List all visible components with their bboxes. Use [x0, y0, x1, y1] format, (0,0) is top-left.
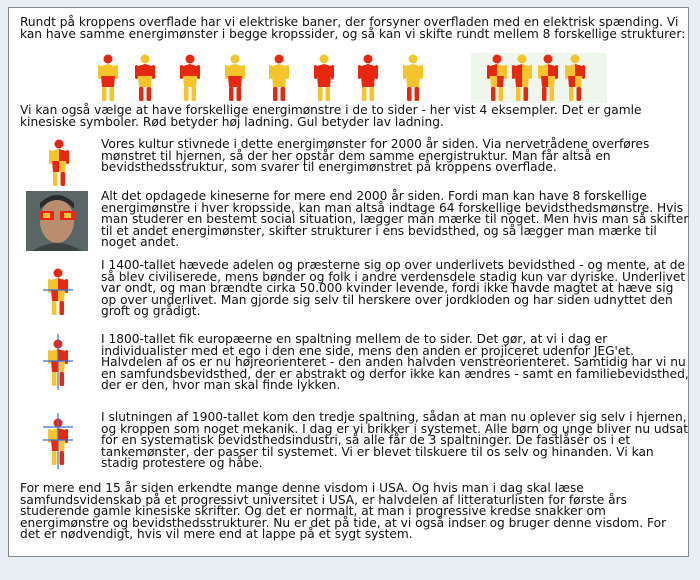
energy-figure	[358, 55, 378, 102]
portrait-photo	[26, 191, 88, 251]
energy-figure	[135, 55, 155, 102]
energy-figure	[403, 55, 423, 102]
energy-figure	[269, 55, 289, 102]
split-figure-2	[43, 334, 73, 390]
block-4-text: I 1800-tallet fik europæerne en spaltning mellem de to sider. Det gør, at vi i dag er individualister med et ego i den ene side, mens den anden er projiceret udenfor JEG'et. Halvdelen af os er nu højreorienteret - den anden halvden venstreorienteret. Samtidig har vi nu en samfundsbevidsthed, der er abstrakt og derfor ikke kan ændres - samt en familiebevidsthed, der er den, hvor man skal finde lykken.	[101, 332, 689, 392]
energy-figure	[314, 55, 334, 102]
block-2-text: Alt det opdagede kineserne for mere end 2000 år siden. Fordi man kan have 8 forskellige energimønstre i hver kropsside, kan man altså indtage 64 forskellige bevidsthedsmønstre. Hvis man studerer en bestemt social situation, lægger man mærke til noget. Men hvis man så skifter til et andet energimønster, skifter strukturer i ens bevidsthed, og så lægger man mærke til noget andet.	[101, 189, 689, 249]
block-5-text: I slutningen af 1900-tallet kom den tredje spaltning, sådan at man nu oplever sig selv i hjernen, og kroppen som noget mekanik. I dag er vi brikker i systemet. Alle børn og unge bliver nu udsat for en systematisk bevidsthedsindustri, så alle får de 3 spaltninger. De fastlåser os i et tankemønster, der passer til systemet. Vi er blevet tilskuere til os selv og hinanden. Vi kan stadig protestere og håbe.	[101, 410, 688, 470]
portrait-image	[26, 191, 88, 251]
symbols-text: Vi kan også vælge at have forskellige energimønstre i de to sider - her vist 4 eksempler. Det er gamle kinesiske symboler. Rød betyder høj ladning. Gul betyder lav ladning.	[20, 103, 642, 129]
split-figure-3	[43, 413, 73, 469]
intro-text: Rundt på kroppens overflade har vi elektriske baner, der forsyner overfladen med en elektrisk spænding. Vi kan have samme energimønster i begge kropssider, og så kan vi skifte rundt mellem 8 forskellige strukturer:	[20, 15, 686, 41]
full-body-figure	[47, 135, 71, 189]
energy-figures-row	[9, 53, 690, 105]
energy-figure	[180, 55, 200, 102]
block-1-text: Vores kultur stivnede i dette energimønster for 2000 år siden. Via nervetrådene overføres mønstret til hjernen, så der her opstår dem samme energistruktur. Man får altså en bevidsthedsstruktur, som svarer til energimønstret på kroppens overflade.	[101, 137, 650, 174]
figure-row	[9, 53, 690, 105]
outro-text: For mere end 15 år siden erkendte mange denne visdom i USA. Og hvis man i dag skal læse samfundsvidenskab på et progressivt universitet i USA, er halvdelen af litteraturlisten for første års studerende gamle kinesiske skrifter. Og det er normalt, at man i progressive kredse snakker om energimønstre og bevidsthedsstrukturer. Nu er det på tide, at vi også indser og bruger denne visdom. For det er nødvendigt, hvis vil mere end at lappe på et sygt system.	[20, 481, 667, 541]
split-figure-1	[43, 263, 73, 319]
energy-figure	[225, 55, 245, 102]
energy-figure	[98, 55, 118, 102]
block-3-text: I 1400-tallet hævede adelen og præsterne sig op over underlivets bevidsthed - og mente, at de så blev civiliserede, mens bønder og folk i andre verdensdele stadig kun var dyriske. Underlivet var ondt, og man brændte cirka 50.000 kvinder levende, fordi ikke havde magtet at hæve sig op over underlivet. Man gjorde sig selv til herskere over jordkloden og har siden udnyttet den groft og grådigt.	[101, 258, 686, 318]
page-panel	[8, 7, 689, 557]
